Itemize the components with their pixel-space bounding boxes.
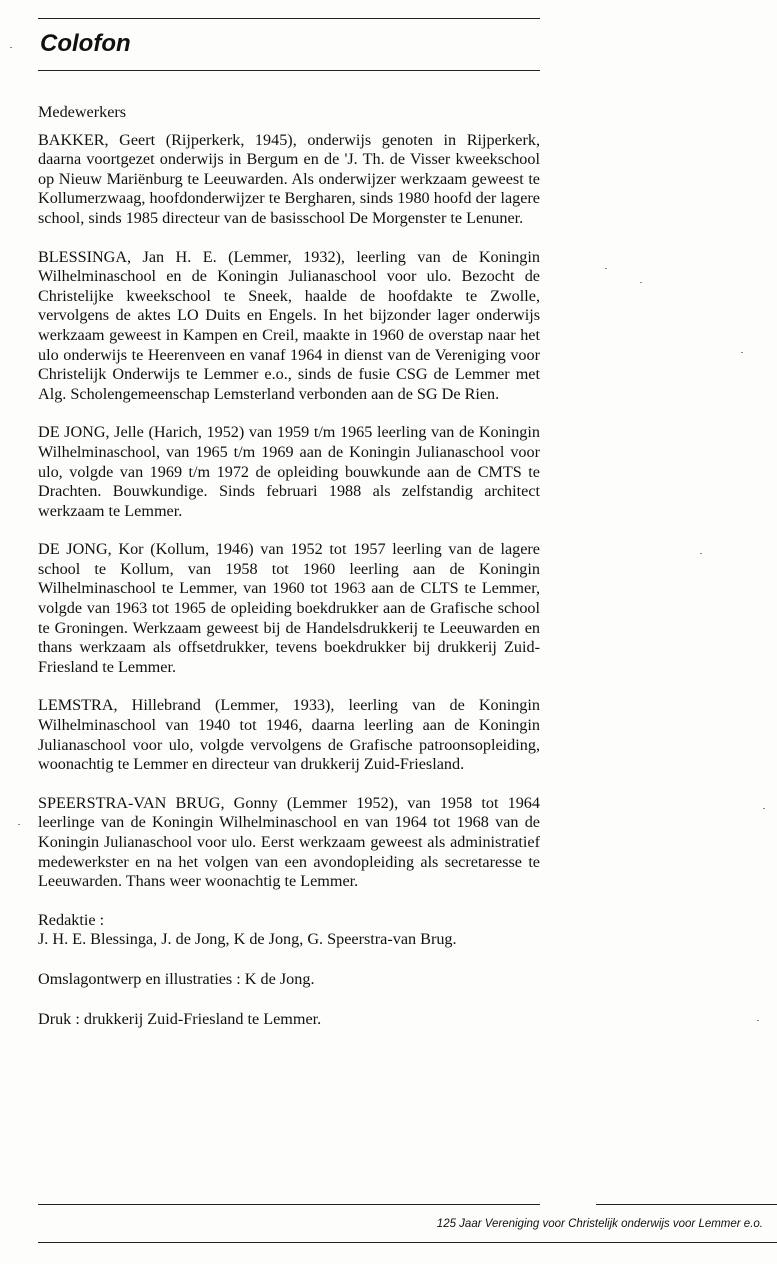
print-credit: Druk : drukkerij Zuid-Friesland te Lemmer. [38, 1009, 322, 1028]
bio-de-jong-jelle: DE JONG, Jelle (Harich, 1952) van 1959 t/m 1965 leerling van de Koningin Wilhelminaschool, van 1965 t/m 1969 aan de Koningin Julianaschool voor ulo, volgde van 1969 t/m 1972 de opleiding bouwkunde aan de CMTS te Drachten. Bouwkundige. Sinds februari 1988 als zelfstandig architect werkzaam te Lemmer. [38, 423, 540, 520]
contributors-heading: Medewerkers [38, 103, 127, 121]
scan-speck [741, 352, 743, 353]
cover-credit: Omslagontwerp en illustraties : K de Jong. [38, 969, 315, 988]
colofon-content [38, 103, 540, 1049]
editorial-label: Redaktie : [38, 910, 105, 929]
footer-running-title: 125 Jaar Vereniging voor Christelijk onderwijs voor Lemmer e.o. [436, 1218, 763, 1230]
scan-speck [640, 282, 642, 283]
top-rule [38, 18, 540, 19]
title-underline [38, 70, 540, 71]
scan-speck [700, 553, 702, 554]
scan-speck [763, 808, 765, 809]
scan-speck [605, 268, 607, 269]
bio-speerstra: SPEERSTRA-VAN BRUG, Gonny (Lemmer 1952), van 1958 tot 1964 leerlinge van de Koningin Wilhelminaschool en van 1964 tot 1968 van de Koningin Julianaschool voor ulo. Eerst werkzaam geweest als administratief medewerkster en na het volgen van een avondopleiding als secretaresse te Leeuwarden. Thans weer woonachtig te Lemmer. [38, 793, 540, 891]
footer-rule-right [596, 1204, 777, 1205]
bio-de-jong-kor: DE JONG, Kor (Kollum, 1946) van 1952 tot 1957 leerling van de lagere school te Kollum, van 1958 tot 1960 leerling aan de Koningin Wilhelminaschool te Lemmer, van 1960 tot 1963 aan de CLTS te Lemmer, volgde van 1963 tot 1965 de opleiding boekdrukker aan de Grafische school te Groningen. Werkzaam geweest bij de Handelsdrukkerij te Leeuwarden en thans werkzaam als offsetdrukker, tevens boekdrukker bij drukkerij Zuid-Friesland te Lemmer. [38, 540, 540, 676]
bio-lemstra: LEMSTRA, Hillebrand (Lemmer, 1933), leerling van de Koningin Wilhelminaschool van 1940 tot 1946, daarna leerling aan de Koningin Julianaschool voor ulo, volgde vervolgens de Grafische patroonsopleiding, woonachtig te Lemmer en directeur van drukkerij Zuid-Friesland. [38, 696, 540, 774]
scan-speck [18, 824, 20, 825]
page-title: Colofon [40, 30, 131, 57]
editorial-names: J. H. E. Blessinga, J. de Jong, K de Jong, G. Speerstra-van Brug. [38, 930, 457, 949]
footer-bottom-rule [38, 1242, 777, 1243]
footer-rule-left [38, 1204, 540, 1205]
bio-bakker: BAKKER, Geert (Rijperkerk, 1945), onderwijs genoten in Rijperkerk, daarna voortgezet onderwijs in Bergum en de 'J. Th. de Visser kweekschool op Nieuw Mariënburg te Leeuwarden. Als onderwijzer werkzaam geweest te Kollumerzwaag, hoofdonderwijzer te Bergharen, sinds 1980 hoofd der lagere school, sinds 1985 directeur van de basisschool De Morgenster te Lenuner. [38, 130, 540, 227]
bio-blessinga: BLESSINGA, Jan H. E. (Lemmer, 1932), leerling van de Koningin Wilhelminaschool en de Koningin Julianaschool voor ulo. Bezocht de Christelijke kweekschool te Sneek, haalde de hoofdakte te Zwolle, vervolgens de aktes LO Duits en Engels. In het bijzonder lager onderwijs werkzaam geweest in Kampen en Creil, maakte in 1960 de overstap naar het ulo onderwijs te Heerenveen en vanaf 1964 in dienst van de Vereniging voor Christelijk Onderwijs te Lemmer e.o., sinds de fusie CSG de Lemmer met Alg. Scholengemeenschap Lemsterland verbonden aan de SG De Rien. [38, 247, 540, 403]
scan-speck [10, 47, 12, 48]
scan-speck [757, 1020, 759, 1021]
